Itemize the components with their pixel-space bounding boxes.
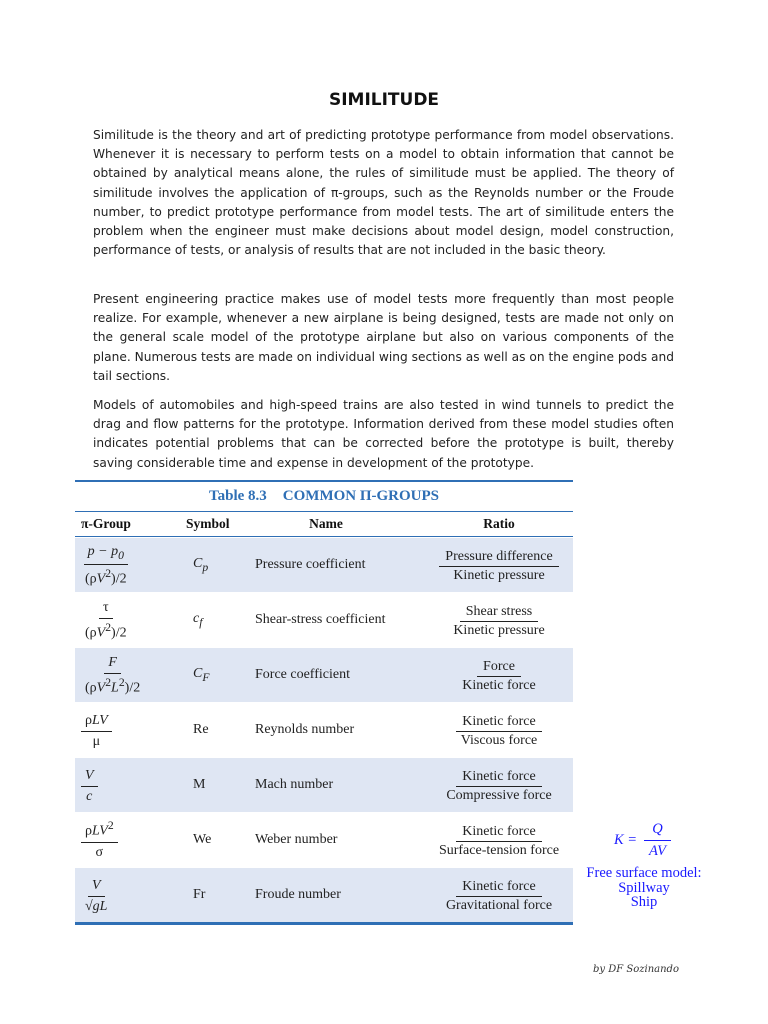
ratio-fraction (440, 879, 558, 914)
ratio-numerator: Kinetic force (456, 714, 541, 732)
pi-group-cell (75, 598, 180, 642)
symbol-cell: Re (193, 722, 209, 737)
pi-group-denominator: c (86, 788, 93, 804)
side-note-line-3: Ship (630, 894, 658, 910)
table-title: COMMON Π-GROUPS (282, 488, 440, 504)
pi-group-denominator: μ (92, 733, 101, 749)
ratio-numerator: Kinetic force (456, 879, 541, 897)
ratio-fraction (455, 714, 544, 749)
ratio-denominator: Surface-tension force (438, 842, 560, 858)
ratio-cell (425, 657, 573, 694)
symbol-cell: M (193, 777, 206, 792)
table-caption (75, 482, 573, 512)
pi-group-denominator: σ (95, 844, 104, 860)
pi-group-cell (75, 876, 180, 915)
side-note-line-2: Spillway (618, 879, 670, 896)
name-cell: Pressure coefficient (255, 557, 366, 572)
formula-fraction (641, 822, 674, 858)
pi-group-fraction (81, 819, 118, 861)
table-row (75, 592, 573, 647)
pi-group-denominator: √gL (85, 898, 108, 914)
table-number: Table 8.3 (208, 488, 267, 504)
table-bottom-rule (75, 922, 573, 925)
name-cell: Weber number (255, 832, 338, 847)
ratio-cell (425, 877, 573, 914)
ratio-cell (425, 767, 573, 804)
ratio-denominator: Kinetic pressure (453, 567, 545, 583)
pi-group-numerator: ρLV (81, 713, 112, 732)
header-name: Name (309, 516, 343, 531)
table-row (75, 812, 573, 867)
ratio-fraction (439, 549, 558, 584)
paragraph-1: Similitude is the theory and art of predicting prototype performance from model observations. Whenever it is necessary to perform tests on a model to obtain information that cannot be obtained by analytical means alone, the rules of similitude must be applied. The theory of similitude involves the application of π-groups, such as the Reynolds number or the Froude number, to predict prototype performance from model tests. The art of similitude enters the problem when the engineer must make decisions about model design, model construction, performance of tests, or analysis of results that are not included in the basic theory. (93, 128, 674, 258)
ratio-numerator: Force (477, 659, 521, 677)
author-signature: by DF Sozinando (593, 964, 679, 975)
formula-numerator: Q (644, 822, 670, 841)
pi-group-fraction (81, 600, 131, 642)
ratio-cell (425, 602, 573, 639)
pi-group-fraction (81, 878, 111, 915)
ratio-numerator: Kinetic force (456, 769, 541, 787)
header-pi-group: π-Group (81, 516, 131, 531)
pi-group-denominator: $(\rho V^2L^2)/2$ (85, 676, 141, 696)
symbol-cell: $C_F$ (193, 666, 210, 684)
symbol-cell: $c_f$ (193, 611, 203, 629)
ratio-fraction (447, 604, 550, 639)
k-formula (574, 822, 714, 858)
ratio-numerator: Shear stress (460, 604, 539, 622)
ratio-numerator: Kinetic force (456, 824, 541, 842)
ratio-denominator: Kinetic pressure (453, 622, 545, 638)
pi-group-denominator: $(\rho V^2)/2$ (85, 621, 127, 641)
ratio-denominator: Gravitational force (445, 897, 553, 913)
ratio-denominator: Kinetic force (462, 677, 536, 693)
symbol-cell: We (193, 832, 212, 847)
pi-group-cell (75, 653, 180, 697)
pi-group-fraction (81, 768, 98, 805)
symbol-cell: Fr (193, 887, 206, 902)
pi-groups-table (75, 480, 573, 925)
name-cell: Mach number (255, 777, 334, 792)
ratio-fraction (456, 659, 541, 694)
name-cell: Force coefficient (255, 667, 350, 682)
pi-group-numerator: $p - p_0$ (84, 544, 128, 565)
ratio-cell (425, 712, 573, 749)
ratio-fraction (440, 769, 557, 804)
table-row (75, 647, 573, 702)
pi-group-numerator: V (81, 768, 98, 787)
ratio-cell (425, 822, 573, 859)
ratio-denominator: Compressive force (446, 787, 552, 803)
ratio-cell (425, 547, 573, 584)
symbol-cell: $C_p$ (193, 556, 209, 574)
pi-group-cell (75, 766, 180, 805)
pi-group-denominator: $(\rho V^2)/2$ (85, 567, 127, 587)
table-row (75, 757, 573, 812)
page-title: SIMILITUDE (328, 90, 440, 110)
pi-group-numerator: τ (99, 600, 113, 619)
pi-group-cell (75, 711, 180, 750)
paragraph-3: Models of automobiles and high-speed trains are also tested in wind tunnels to predict the drag and flow patterns for the prototype. Information derived from these model studies often indicates potential problems that can be corrected before the prototype is built, thereby saving considerable time and expense in development of the prototype. (93, 398, 674, 470)
paragraph-2: Present engineering practice makes use of model tests more frequently than most people realize. For example, whenever a new airplane is being designed, tests are made not only on the general scale model of the prototype airplane but also on various components of the plane. Numerous tests are made on individual wing sections as well as on the engine pods and tail sections. (93, 292, 674, 383)
ratio-numerator: Pressure difference (439, 549, 558, 567)
pi-group-fraction (81, 713, 112, 750)
side-note-line-1: Free surface model: (586, 865, 702, 881)
pi-group-numerator: F (104, 655, 121, 674)
formula-lhs: K = (613, 831, 638, 848)
pi-group-fraction (81, 655, 144, 697)
table-row (75, 702, 573, 757)
table-row (75, 867, 573, 922)
pi-group-cell (75, 542, 180, 587)
ratio-denominator: Viscous force (460, 732, 538, 748)
name-cell: Froude number (255, 887, 341, 902)
pi-group-fraction (81, 544, 131, 587)
formula-denominator: AV (649, 842, 667, 859)
table-row (75, 537, 573, 592)
ratio-fraction (433, 824, 565, 859)
table-header-row (75, 512, 573, 537)
pi-group-cell (75, 819, 180, 861)
pi-group-numerator: ρLV$^2$ (81, 819, 118, 843)
pi-group-numerator: V (88, 878, 105, 897)
header-symbol: Symbol (186, 516, 230, 531)
name-cell: Reynolds number (255, 722, 355, 737)
header-ratio: Ratio (483, 516, 515, 531)
name-cell: Shear-stress coefficient (255, 612, 386, 627)
side-note (574, 822, 714, 910)
